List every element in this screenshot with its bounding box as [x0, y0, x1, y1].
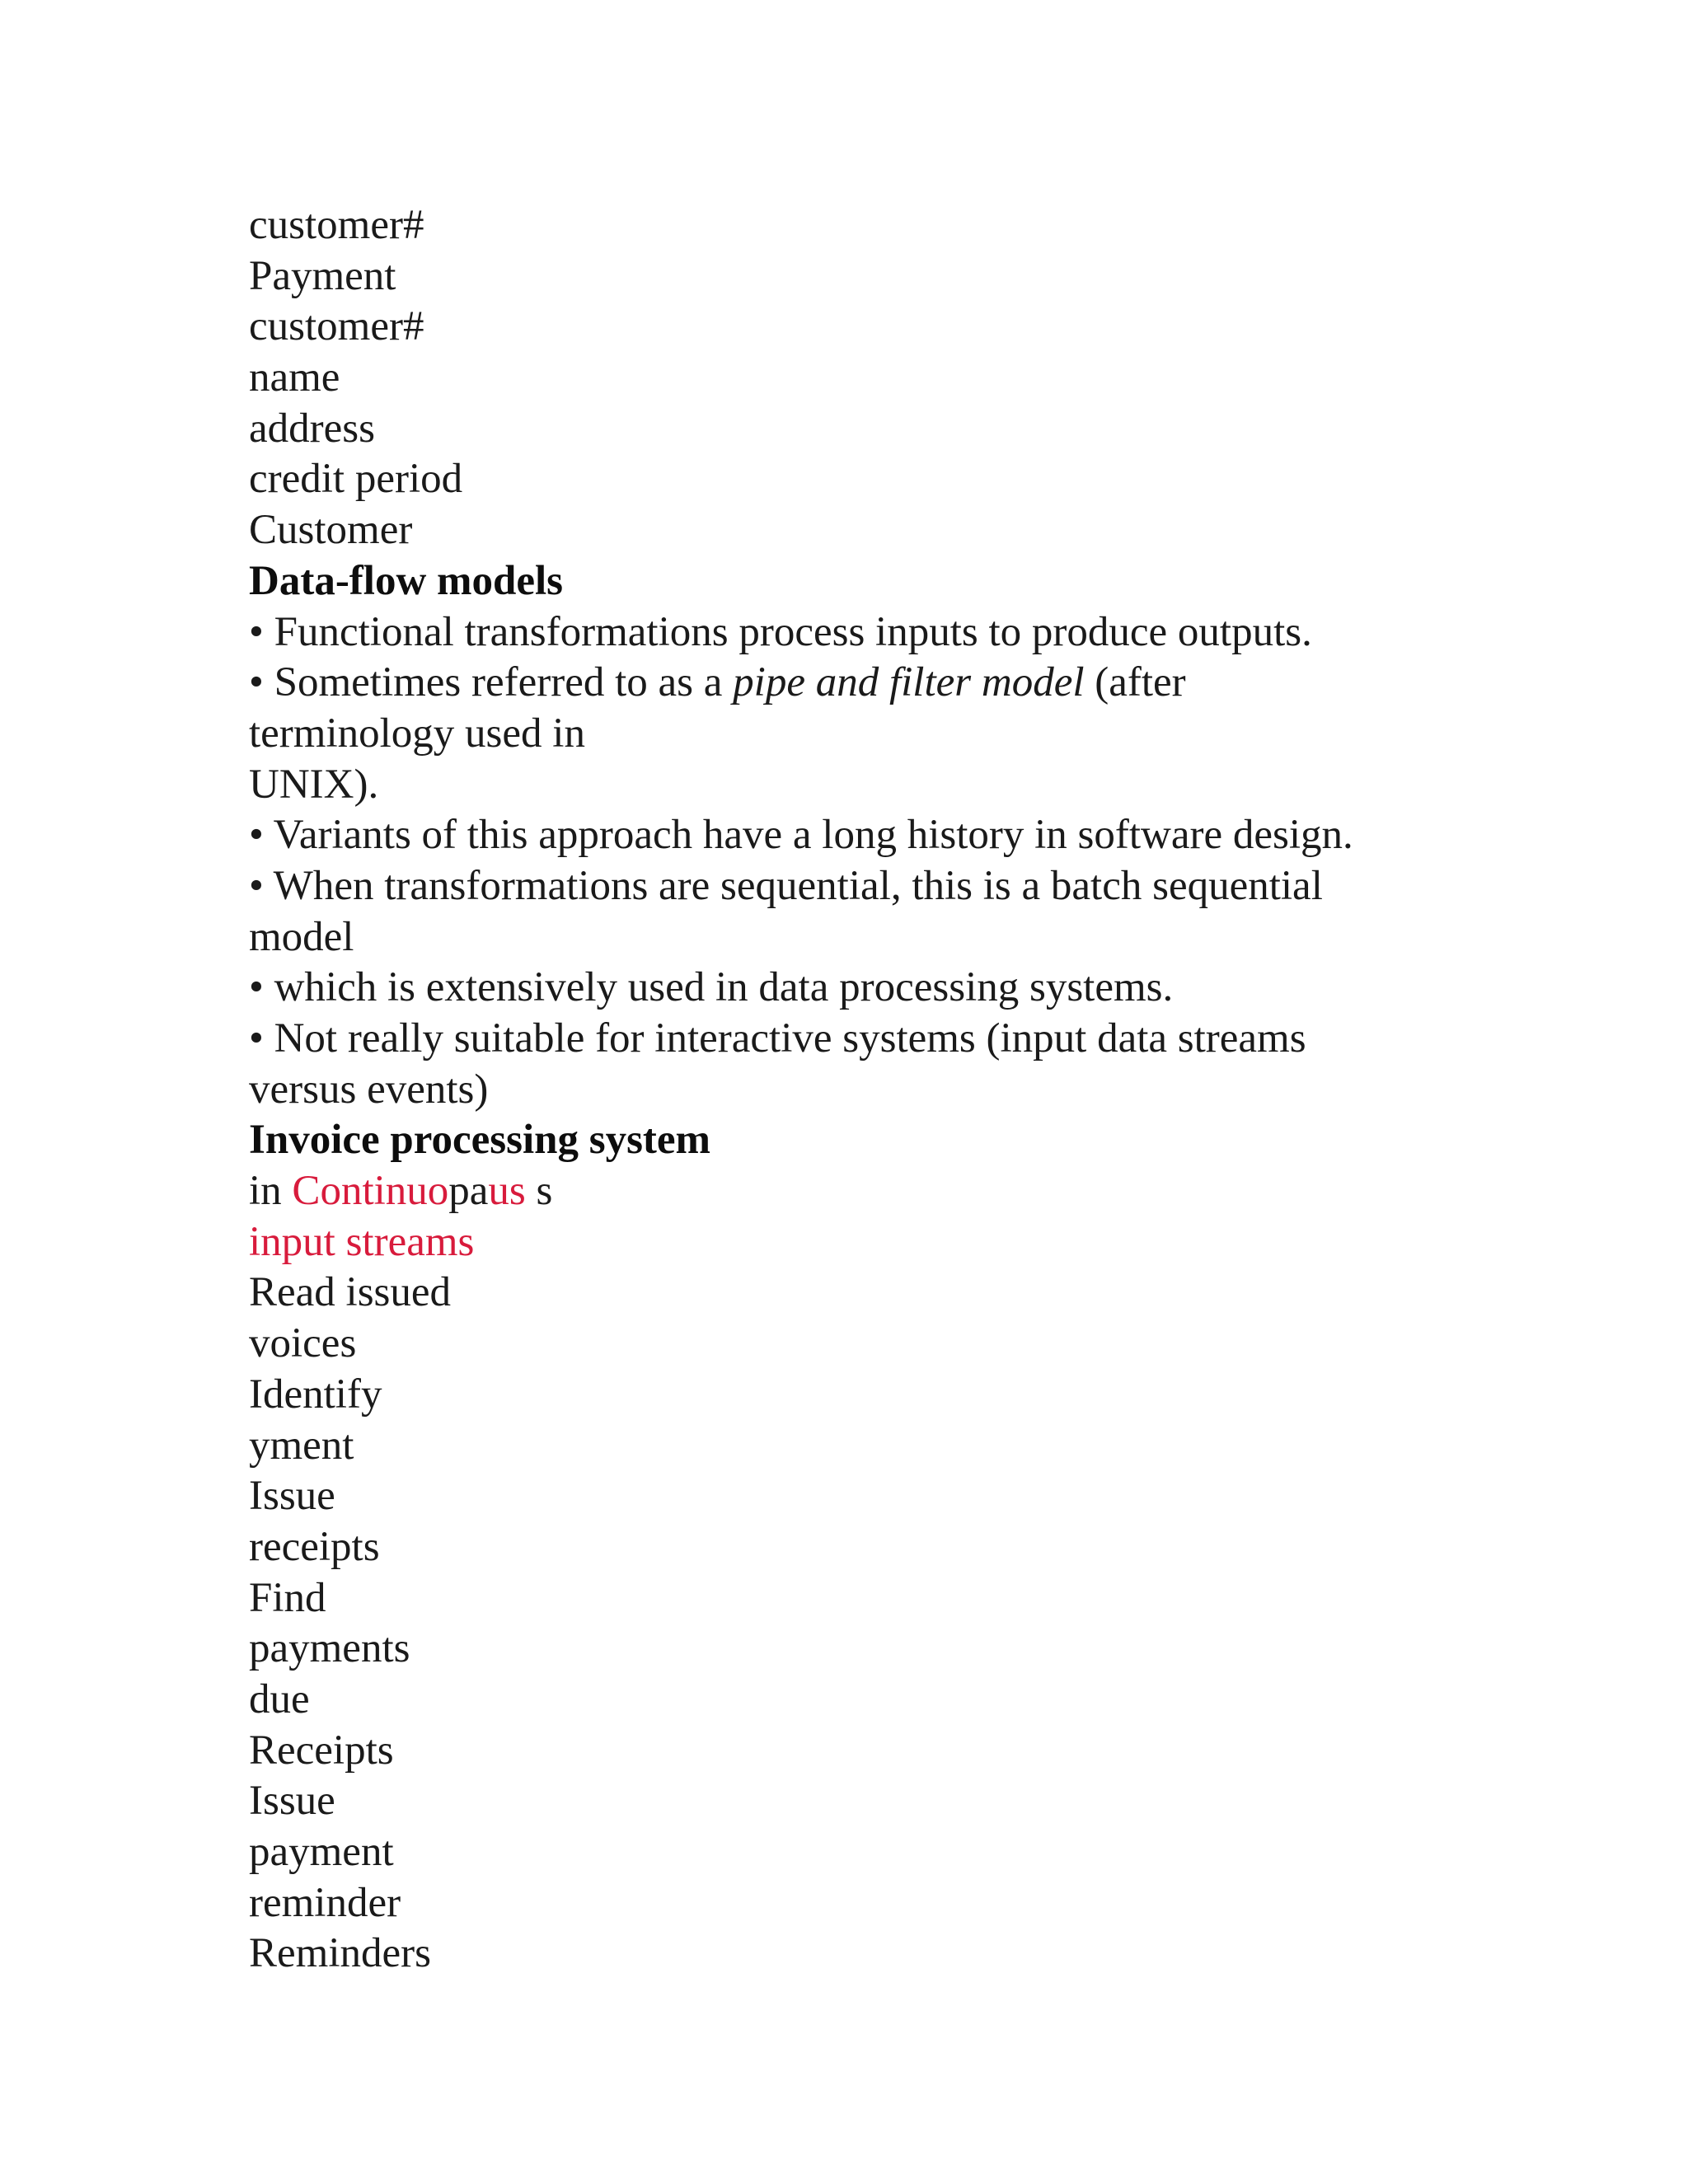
bullet-continuation: versus events)	[249, 1066, 489, 1113]
bullet-text: • Sometimes referred to as a	[249, 659, 734, 706]
bullet-functional: • Functional transformations process inputs to produce outputs.	[249, 608, 1312, 655]
section-heading-dataflow: Data-flow models	[249, 557, 564, 604]
diagram-word: reminder	[249, 1879, 401, 1926]
diagram-word: Issue	[249, 1778, 335, 1825]
text-fragment: s	[525, 1168, 553, 1215]
red-text-line: input streams	[249, 1218, 475, 1265]
text-fragment: in	[249, 1168, 293, 1215]
text-line: address	[249, 405, 375, 452]
diagram-word: yment	[249, 1422, 354, 1469]
red-text-fragment: us	[488, 1168, 526, 1215]
text-line: Payment	[249, 252, 396, 299]
diagram-word: payment	[249, 1829, 394, 1875]
diagram-word: Find	[249, 1574, 326, 1621]
diagram-word: due	[249, 1675, 310, 1722]
text-line: customer#	[249, 303, 424, 350]
document-content	[249, 200, 1452, 1980]
mixed-color-line	[249, 1166, 1452, 1217]
bullet-not-suitable: • Not really suitable for interactive systems (input data streams	[249, 1015, 1306, 1062]
text-line: customer#	[249, 202, 424, 248]
text-fragment: pa	[448, 1168, 489, 1215]
bullet-text: (after	[1084, 659, 1186, 706]
diagram-word: receipts	[249, 1523, 380, 1570]
bullet-variants: • Variants of this approach have a long history in software design.	[249, 812, 1353, 859]
bullet-pipe-filter	[249, 658, 1452, 709]
diagram-word: Reminders	[249, 1930, 431, 1977]
bullet-extensively-used: • which is extensively used in data processing systems.	[249, 964, 1174, 1011]
diagram-word: Identify	[249, 1371, 382, 1418]
text-line: credit period	[249, 456, 463, 503]
bullet-sequential: • When transformations are sequential, this is a batch sequential	[249, 862, 1323, 909]
diagram-word: Read issued	[249, 1269, 452, 1316]
section-heading-invoice: Invoice processing system	[249, 1117, 711, 1164]
diagram-word: voices	[249, 1320, 357, 1367]
red-text-fragment: Continuo	[292, 1168, 449, 1215]
text-line: Customer	[249, 507, 413, 554]
bullet-continuation: UNIX).	[249, 761, 379, 808]
diagram-word: Receipts	[249, 1727, 394, 1774]
diagram-word: Issue	[249, 1473, 335, 1520]
bullet-continuation: model	[249, 913, 354, 960]
bullet-continuation: terminology used in	[249, 710, 585, 757]
italic-term: pipe and filter model	[733, 659, 1085, 706]
diagram-word: payments	[249, 1625, 410, 1672]
text-line: name	[249, 354, 340, 401]
